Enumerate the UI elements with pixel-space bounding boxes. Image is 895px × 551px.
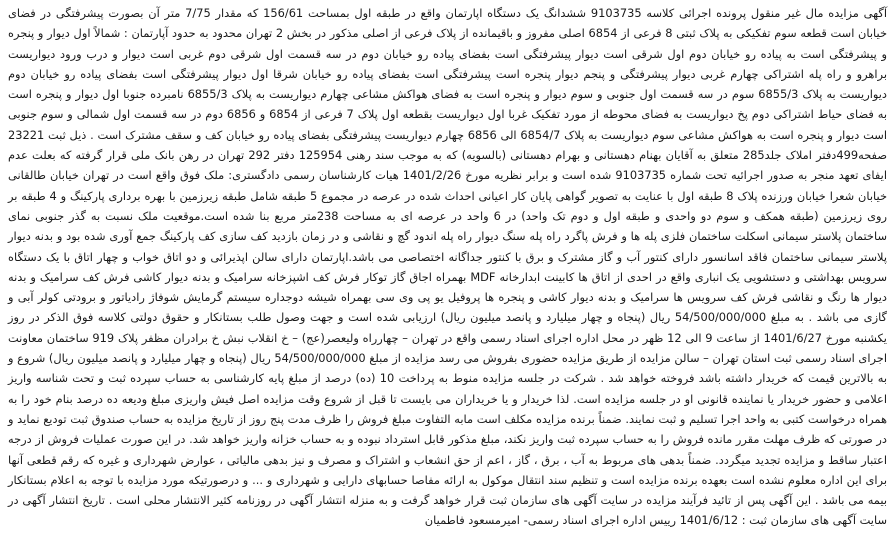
notice-body-text: آگهی مزایده مال غیر منقول پرونده اجرائی کلاسه 9103735 ششدانگ یک دستگاه اپارتمان واقع در طبقه اول بمساحت 156/61 که مقدار 7/75 متر آن بصورت پیشرفتگی در فضای خیابان است قطعه سوم تفکیکی به پلاک ثبتی 8 فرعی از 6854 اصلی مفروز و باقیمانده از پلاک فرعی از اصلی مذکور در بخش 2 تهران محدود به حدود آپارتمان : شمالاً اول دیوار و پنجره و پیشرفتگی است به پیاده رو خیابان دوم اول شرقی است دیوار پیشرفتگی است بفضای پیاده رو خیابان دوم در سه قسمت اول شرقی دوم غربی است دیوار و درب ورود دیواریست براهرو و راه پله اشتراکی چهارم غربی دیوار پیشرفتگی و پنجم دیوار پنجره است پیشرفتگی است بفضای پیاده رو خیابان شرقا اول دیوار پیشرفتگی است بفضای پیاده رو خیابان دوم دیواریست به پلاک 6855/3 سوم در سه قسمت اول جنوبی و سوم دیوار و پنجره است به فضای هواکش مشاعی چهارم دیواریست به پلاک 6855/3 نامبرده جنوبا اول دیوار و پنجره است به فضای حیاط اشتراکی دوم پخ دیواریست به فضای محوطه از مورد تفکیک غربا اول دیواریست بقطعه اول پلاک 7 فرعی از 6854 و 6856 دوم در سه قسمت اول شمالی و سوم جنوبی است دیوار و پنجره است به هواکش مشاعی سوم دیواریست به پلاک 6854/7 الی 6856 چهارم دیواریست پیشرفتگی بفضای پیاده رو خیابان کف و سقف مشترک است . ذیل ثبت 23221 صفحه499دفتر املاک جلد285 متعلق به آقایان بهنام دهستانی و بهرام دهستانی (بالسویه) که به موجب سند رهنی 125954 دفتر 292 تهران در رهن بانک ملی قرار گرفته که بعلت عدم ایفای تعهد منجر به صدور اجرائیه تحت شماره 9103735 شده است و برابر نظریه مورخ 1401/2/26 هیات کارشناسان رسمی دادگستری: ملک فوق واقع است در تهران خیابان طالقانی خیابان شعرا خیابان ورزنده پلاک 8 طبقه اول با عنایت به تصویر گواهی پایان کار اعیانی احداث شده در عرصه در مجموع 5 طبقه شامل طبقه زیرزمین با بهره برداری پارکینگ و 4 طبقه بر روی زیرزمین (طبقه همکف و سوم دو واحدی و طبقه اول و دوم تک واحد) در 6 واحد در عرصه ای به مساحت 238متر مربع بنا شده است.موقعیت ملک نسبت به گذر جنوبی نمای ساختمان پلاستر سیمانی اسکلت ساختمان فلزی پله ها و فرش پاگرد راه پله سنگ دیوار راه پله اندود گچ و نقاشی و در زمان بازدید کف سازی کف پارکینگ جمع آوری شده بود و بدنه دیوار پلاستر سیمانی ساختمان فاقد اسانسور دارای کنتور آب و گاز مشترک و برق با کنتور جداگانه اختصاصی می باشد.اپارتمان دارای سالن اپذیرائی و دو اتاق خواب و چهار اتاق با یک دستگاه سرویس بهداشتی و دستشویی یک انباری واقع در احدی از اتاق ها کابینت ابدارخانه MDF بهمراه اجاق گاز توکار فرش کف اشپزخانه سرامیک و بدنه دیوار کاشی فرش کف سرامیک و بدنه دیوار ها رنگ و نقاشی فرش کف سرویس ها سرامیک و بدنه دیوار کاشی و پنجره ها پروفیل یو پی وی سی بهمراه شیشه دوجداره سیستم گرمایش شوفاژ رادیاتور و برودتی کولر آبی و گازی می باشد . به مبلغ 54/500/000/000 ریال (پنجاه و چهار میلیارد و پانصد میلیون ریال) ارزیابی شده است و جهت وصول طلب بستانکار و حقوق دولتی کلاسه فوق الذکر در روز یکشنبه مورخ 1401/6/27 از ساعت 9 الی 12 ظهر در محل اداره اجرای اسناد رسمی واقع در تهران – چهارراه ولیعصر(عج) – خ انقلاب نبش خ برادران مظفر پلاک 919 ساختمان معاونت اجرای اسناد رسمی ثبت استان تهران – سالن مزایده از طریق مزایده حضوری بفروش می رسد مزایده از مبلغ 54/500/000/000 ریال (پنجاه و چهار میلیارد و پانصد میلیون ریال) شروع و به بالاترین قیمت که خریدار داشته باشد فروخته خواهد شد . شرکت در جلسه مزایده منوط به پرداخت 10 (ده) درصد از مبلغ پایه کارشناسی به حساب سپرده ثبت و تحت شناسه واریز اعلامی و حضور خریدار یا نماینده قانونی او در جلسه مزایده است. لذا خریدار و یا خریداران می بایست تا قبل از شروع وقت مزایده اصل فیش واریزی مبلغ ودیعه ده درصد بنام خود را به همراه درخواست کتبی به واحد اجرا تسلیم و ثبت نمایند. ضمناً برنده مزایده مکلف است مابه التفاوت مبلغ فروش را ظرف مدت پنج روز از تاریخ مزایده به حساب صندوق ثبت تودیع نماید و در صورتی که ظرف مهلت مقرر مانده فروش را به حساب سپرده ثبت واریز نکند، مبلغ مذکور قابل استرداد نبوده و به حساب خزانه واریز خواهد شد. در این صورت عملیات فروش از درجه اعتبار ساقط و مزایده تجدید میگردد. ضمناً بدهی های مربوط به آب ، برق ، گاز ، اعم از حق انشعاب و اشتراک و مصرف و نیز بدهی مالیاتی ، عوارض شهرداری و غیره که رقم قطعی آنها برای این اداره معلوم نشده است بعهده برنده مزایده است و تنظیم سند انتقال موکول به ارائه مفاصا حسابهای دارایی و شهرداری و ... و درصورتیکه مورد مزایده با توجه به اعلام بستانکار بیمه می باشد . این آگهی پس از تائید فرآیند مزایده در سایت آگهی های سازمان ثبت قرار خواهد گرفت و به منزله انتشار آگهی در روزنامه کثیر الانتشار محلی است . تاریخ انتشار آگهی در سایت آگهی های سازمان ثبت : 1401/6/12 رییس اداره اجرای اسناد رسمی- امیرمسعود فاطمیان <box>8 6 888 528</box>
